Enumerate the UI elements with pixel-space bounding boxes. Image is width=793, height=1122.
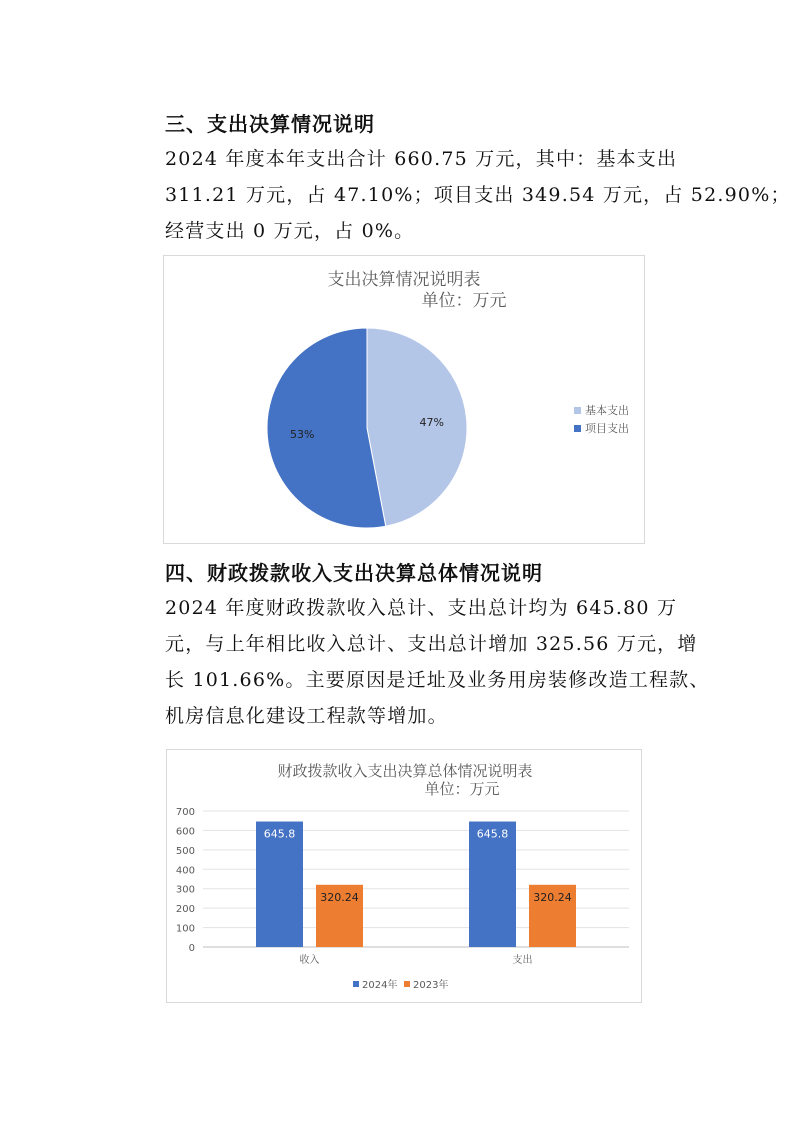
pie-data-label-1: 47% [419,415,444,429]
bar-legend-label-1: 2024年 [362,980,398,991]
section4-heading: 四、财政拨款收入支出决算总体情况说明 [165,561,543,585]
bar-chart-box [166,749,642,1003]
pie-legend-swatch-2 [574,425,581,432]
pie-chart-subtitle: 单位：万元 [421,291,507,311]
pie-slice-1 [367,328,467,526]
section4-line-3: 长 101.66%。主要原因是迁址及业务用房装修改造工程款、 [165,669,710,691]
bar-chart-subtitle: 单位：万元 [424,780,500,798]
section3-paragraph [165,141,791,249]
bar-category-label-2: 支出 [512,955,533,966]
bar-chart-title: 财政拨款收入支出决算总体情况说明表 [277,762,533,780]
pie-chart [164,256,644,543]
bar-ytick-label-4: 400 [175,865,195,877]
bar-data-label-2-1: 645.8 [476,827,509,841]
bar-ytick-label-5: 500 [175,845,195,857]
section4-line-4: 机房信息化建设工程款等增加。 [165,705,448,727]
section4-line-1: 2024 年度财政拨款收入总计、支出总计均为 645.80 万 [165,597,678,619]
bar-data-label-2-2: 320.24 [533,890,572,904]
bar-ytick-label-6: 600 [175,826,195,838]
section3-line-3: 经营支出 0 万元，占 0%。 [165,220,415,242]
bar-legend-swatch-2 [404,981,410,987]
section4-paragraph [165,590,710,734]
bar-data-label-1-1: 645.8 [263,827,296,841]
bar-ytick-label-0: 0 [188,943,195,954]
section4-line-2: 元，与上年相比收入总计、支出总计增加 325.56 万元，增 [165,633,698,655]
section3-heading: 三、支出决算情况说明 [165,112,375,136]
pie-legend-label-2: 项目支出 [585,422,629,435]
bar-category-label-1: 收入 [299,955,320,966]
bar-ytick-label-7: 700 [175,807,195,818]
bar-legend-swatch-1 [353,981,359,987]
section3-line-2: 311.21 万元，占 47.10%；项目支出 349.54 万元，占 52.90%； [165,184,791,206]
pie-legend-swatch-1 [574,407,581,414]
bar-ytick-label-3: 300 [175,884,195,896]
bar-ytick-label-2: 200 [175,904,195,916]
bar-legend-label-2: 2023年 [413,980,449,991]
bar-data-label-1-2: 320.24 [320,890,359,904]
bar-ytick-label-1: 100 [175,923,195,935]
pie-data-label-2: 53% [290,428,315,442]
pie-legend-label-1: 基本支出 [585,404,629,417]
pie-chart-title: 支出决算情况说明表 [327,270,481,290]
bar-chart [167,750,641,1002]
pie-chart-box [163,255,645,544]
section3-line-1: 2024 年度本年支出合计 660.75 万元，其中：基本支出 [165,148,678,170]
